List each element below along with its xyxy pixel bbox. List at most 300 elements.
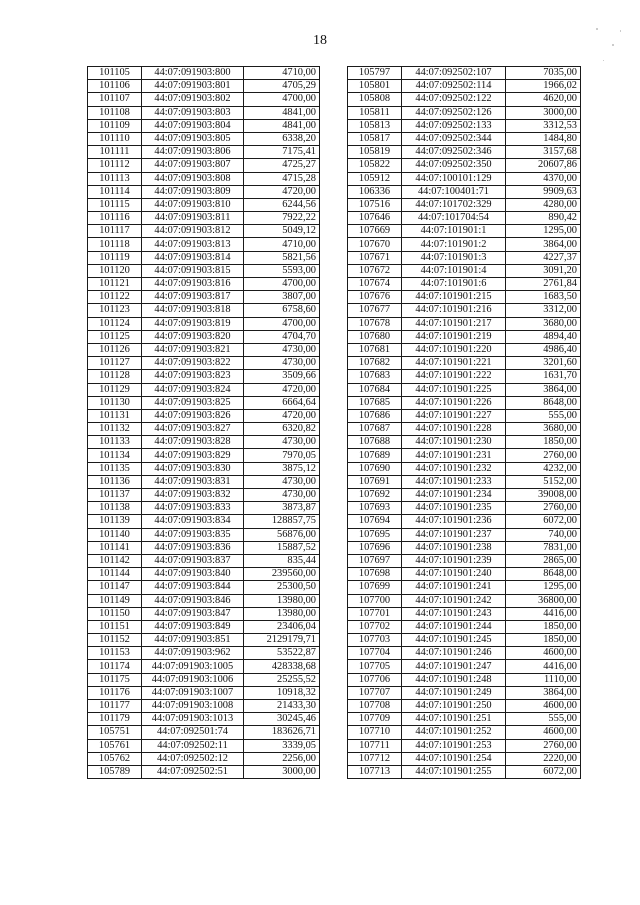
table-row [88,449,320,462]
cadastral-number-cell: 44:07:091903:814 [142,251,244,264]
table-row [348,502,581,515]
cadastral-value-cell: 4600,00 [506,726,581,739]
cadastral-value-cell: 6338,20 [244,132,320,145]
cadastral-value-cell: 21433,30 [244,700,320,713]
cadastral-number-cell: 44:07:092501:74 [142,726,244,739]
cadastral-number-cell: 44:07:091903:826 [142,409,244,422]
cadastral-number-cell: 44:07:101901:220 [402,343,506,356]
cadastral-value-cell: 3864,00 [506,686,581,699]
table-row [348,647,581,660]
record-number-cell: 101123 [88,304,142,317]
record-number-cell: 107699 [348,581,402,594]
record-number-cell: 101117 [88,225,142,238]
record-number-cell: 101133 [88,436,142,449]
cadastral-number-cell: 44:07:101901:230 [402,436,506,449]
table-row [348,528,581,541]
table-row [88,146,320,159]
cadastral-value-cell: 1295,00 [506,581,581,594]
table-row [88,594,320,607]
record-number-cell: 101176 [88,686,142,699]
table-row [88,383,320,396]
cadastral-number-cell: 44:07:101901:221 [402,357,506,370]
cadastral-value-cell: 4232,00 [506,462,581,475]
cadastral-value-cell: 4730,00 [244,475,320,488]
table-row [348,93,581,106]
table-row [348,67,581,80]
cadastral-number-cell: 44:07:092502:122 [402,93,506,106]
cadastral-value-cell: 128857,75 [244,515,320,528]
cadastral-number-cell: 44:07:101901:233 [402,475,506,488]
cadastral-number-cell: 44:07:091903:1006 [142,673,244,686]
cadastral-number-cell: 44:07:091903:1007 [142,686,244,699]
record-number-cell: 107700 [348,594,402,607]
record-number-cell: 107707 [348,686,402,699]
table-row [88,713,320,726]
cadastral-number-cell: 44:07:101901:219 [402,330,506,343]
cadastral-value-cell: 4986,40 [506,343,581,356]
table-row [88,502,320,515]
cadastral-value-cell: 1631,70 [506,370,581,383]
cadastral-value-cell: 2760,00 [506,449,581,462]
table-row [348,396,581,409]
cadastral-number-cell: 44:07:091903:808 [142,172,244,185]
cadastral-value-cell: 4710,00 [244,238,320,251]
table-row [88,80,320,93]
cadastral-number-cell: 44:07:101901:215 [402,291,506,304]
cadastral-number-cell: 44:07:101901:243 [402,607,506,620]
cadastral-value-cell: 4700,00 [244,93,320,106]
cadastral-value-cell: 1295,00 [506,225,581,238]
cadastral-number-cell: 44:07:101901:216 [402,304,506,317]
table-row [88,686,320,699]
table-row [348,291,581,304]
table-row [88,343,320,356]
table-row [88,185,320,198]
table-row [88,278,320,291]
cadastral-number-cell: 44:07:091903:833 [142,502,244,515]
cadastral-number-cell: 44:07:101901:2 [402,238,506,251]
table-row [348,370,581,383]
cadastral-value-cell: 3864,00 [506,383,581,396]
cadastral-number-cell: 44:07:101901:250 [402,700,506,713]
table-row [348,198,581,211]
record-number-cell: 101116 [88,212,142,225]
table-row [348,330,581,343]
record-number-cell: 107705 [348,660,402,673]
record-number-cell: 105797 [348,67,402,80]
cadastral-table-left [87,66,320,779]
cadastral-value-cell: 555,00 [506,713,581,726]
cadastral-number-cell: 44:07:101901:248 [402,673,506,686]
cadastral-value-cell: 7831,00 [506,541,581,554]
cadastral-value-cell: 4600,00 [506,647,581,660]
table-row [348,515,581,528]
cadastral-number-cell: 44:07:101901:253 [402,739,506,752]
cadastral-number-cell: 44:07:100101:129 [402,172,506,185]
cadastral-value-cell: 1484,80 [506,132,581,145]
table-row [348,80,581,93]
cadastral-number-cell: 44:07:101901:241 [402,581,506,594]
table-row [348,541,581,554]
cadastral-value-cell: 1850,00 [506,436,581,449]
record-number-cell: 107711 [348,739,402,752]
table-row [348,713,581,726]
cadastral-value-cell: 4720,00 [244,185,320,198]
cadastral-value-cell: 6758,60 [244,304,320,317]
scan-speck [620,30,621,32]
cadastral-number-cell: 44:07:091903:836 [142,541,244,554]
cadastral-number-cell: 44:07:092502:12 [142,752,244,765]
table-row [88,251,320,264]
cadastral-number-cell: 44:07:101901:244 [402,620,506,633]
record-number-cell: 107516 [348,198,402,211]
record-number-cell: 105912 [348,172,402,185]
record-number-cell: 107709 [348,713,402,726]
record-number-cell: 107691 [348,475,402,488]
cadastral-number-cell: 44:07:091903:820 [142,330,244,343]
record-number-cell: 107704 [348,647,402,660]
record-number-cell: 107698 [348,568,402,581]
cadastral-value-cell: 4720,00 [244,409,320,422]
cadastral-number-cell: 44:07:091903:813 [142,238,244,251]
cadastral-value-cell: 20607,86 [506,159,581,172]
cadastral-number-cell: 44:07:101901:3 [402,251,506,264]
cadastral-number-cell: 44:07:101901:1 [402,225,506,238]
record-number-cell: 107702 [348,620,402,633]
cadastral-value-cell: 25300,50 [244,581,320,594]
record-number-cell: 101118 [88,238,142,251]
record-number-cell: 107687 [348,423,402,436]
cadastral-number-cell: 44:07:091903:846 [142,594,244,607]
cadastral-value-cell: 4700,00 [244,278,320,291]
table-row [348,700,581,713]
cadastral-value-cell: 2760,00 [506,739,581,752]
cadastral-number-cell: 44:07:101901:4 [402,264,506,277]
record-number-cell: 107684 [348,383,402,396]
cadastral-value-cell: 4704,70 [244,330,320,343]
cadastral-number-cell: 44:07:100401:71 [402,185,506,198]
record-number-cell: 101105 [88,67,142,80]
table-row [88,568,320,581]
record-number-cell: 101126 [88,343,142,356]
cadastral-number-cell: 44:07:101901:240 [402,568,506,581]
table-row [88,370,320,383]
record-number-cell: 107712 [348,752,402,765]
cadastral-value-cell: 9909,63 [506,185,581,198]
cadastral-value-cell: 2256,00 [244,752,320,765]
record-number-cell: 101107 [88,93,142,106]
table-row [348,212,581,225]
table-row [348,159,581,172]
record-number-cell: 107697 [348,554,402,567]
table-row [88,436,320,449]
cadastral-value-cell: 3339,05 [244,739,320,752]
table-row [348,225,581,238]
table-row [348,383,581,396]
cadastral-value-cell: 3875,12 [244,462,320,475]
record-number-cell: 101137 [88,489,142,502]
cadastral-value-cell: 4710,00 [244,67,320,80]
record-number-cell: 101134 [88,449,142,462]
cadastral-value-cell: 6072,00 [506,515,581,528]
record-number-cell: 101175 [88,673,142,686]
cadastral-number-cell: 44:07:092502:114 [402,80,506,93]
table-row [88,198,320,211]
table-row [88,726,320,739]
record-number-cell: 101135 [88,462,142,475]
cadastral-number-cell: 44:07:092502:11 [142,739,244,752]
record-number-cell: 105761 [88,739,142,752]
cadastral-number-cell: 44:07:091903:818 [142,304,244,317]
record-number-cell: 107689 [348,449,402,462]
cadastral-number-cell: 44:07:101901:246 [402,647,506,660]
table-row [348,106,581,119]
record-number-cell: 106336 [348,185,402,198]
table-row [88,409,320,422]
cadastral-value-cell: 4620,00 [506,93,581,106]
table-row [88,475,320,488]
cadastral-value-cell: 4841,00 [244,119,320,132]
cadastral-number-cell: 44:07:091903:821 [142,343,244,356]
cadastral-number-cell: 44:07:091903:837 [142,554,244,567]
cadastral-number-cell: 44:07:091903:851 [142,634,244,647]
table-row [348,581,581,594]
record-number-cell: 101132 [88,423,142,436]
cadastral-number-cell: 44:07:091903:847 [142,607,244,620]
cadastral-number-cell: 44:07:101901:251 [402,713,506,726]
record-number-cell: 101149 [88,594,142,607]
record-number-cell: 107693 [348,502,402,515]
record-number-cell: 105819 [348,146,402,159]
cadastral-value-cell: 4227,37 [506,251,581,264]
table-row [348,568,581,581]
cadastral-value-cell: 6664,64 [244,396,320,409]
table-row [88,607,320,620]
cadastral-value-cell: 3312,53 [506,119,581,132]
table-row [348,264,581,277]
record-number-cell: 101153 [88,647,142,660]
table-row [88,132,320,145]
record-number-cell: 101121 [88,278,142,291]
record-number-cell: 107695 [348,528,402,541]
record-number-cell: 101177 [88,700,142,713]
table-row [348,739,581,752]
record-number-cell: 101140 [88,528,142,541]
cadastral-value-cell: 4720,00 [244,383,320,396]
cadastral-value-cell: 4730,00 [244,357,320,370]
table-row [348,594,581,607]
cadastral-value-cell: 3680,00 [506,423,581,436]
record-number-cell: 107713 [348,765,402,778]
record-number-cell: 101113 [88,172,142,185]
record-number-cell: 107703 [348,634,402,647]
cadastral-value-cell: 3000,00 [506,106,581,119]
table-row [348,489,581,502]
table-row [88,541,320,554]
cadastral-number-cell: 44:07:101901:242 [402,594,506,607]
cadastral-value-cell: 2760,00 [506,502,581,515]
record-number-cell: 101124 [88,317,142,330]
cadastral-value-cell: 4715,28 [244,172,320,185]
table-row [348,752,581,765]
record-number-cell: 105813 [348,119,402,132]
cadastral-number-cell: 44:07:101901:236 [402,515,506,528]
record-number-cell: 105817 [348,132,402,145]
cadastral-number-cell: 44:07:091903:819 [142,317,244,330]
cadastral-value-cell: 56876,00 [244,528,320,541]
cadastral-number-cell: 44:07:091903:816 [142,278,244,291]
record-number-cell: 101127 [88,357,142,370]
cadastral-number-cell: 44:07:091903:1013 [142,713,244,726]
record-number-cell: 107681 [348,343,402,356]
table-row [88,673,320,686]
record-number-cell: 107671 [348,251,402,264]
record-number-cell: 101111 [88,146,142,159]
cadastral-value-cell: 4894,40 [506,330,581,343]
cadastral-value-cell: 8648,00 [506,568,581,581]
table-row [88,554,320,567]
table-row [88,489,320,502]
cadastral-value-cell: 5049,12 [244,225,320,238]
table-row [88,264,320,277]
record-number-cell: 105822 [348,159,402,172]
cadastral-number-cell: 44:07:101901:232 [402,462,506,475]
cadastral-value-cell: 5821,56 [244,251,320,264]
record-number-cell: 101136 [88,475,142,488]
cadastral-number-cell: 44:07:101901:238 [402,541,506,554]
cadastral-value-cell: 15887,52 [244,541,320,554]
cadastral-number-cell: 44:07:092502:51 [142,765,244,778]
record-number-cell: 105751 [88,726,142,739]
cadastral-number-cell: 44:07:101901:222 [402,370,506,383]
table-row [88,634,320,647]
table-row [348,185,581,198]
cadastral-value-cell: 4730,00 [244,489,320,502]
cadastral-number-cell: 44:07:091903:827 [142,423,244,436]
table-row [348,436,581,449]
cadastral-number-cell: 44:07:101901:247 [402,660,506,673]
cadastral-value-cell: 13980,00 [244,594,320,607]
table-row [348,554,581,567]
table-row [348,660,581,673]
record-number-cell: 101114 [88,185,142,198]
table-row [348,686,581,699]
cadastral-value-cell: 1110,00 [506,673,581,686]
cadastral-value-cell: 36800,00 [506,594,581,607]
record-number-cell: 107706 [348,673,402,686]
record-number-cell: 107672 [348,264,402,277]
cadastral-value-cell: 3000,00 [244,765,320,778]
record-number-cell: 107708 [348,700,402,713]
record-number-cell: 107677 [348,304,402,317]
cadastral-value-cell: 2865,00 [506,554,581,567]
cadastral-number-cell: 44:07:091903:806 [142,146,244,159]
cadastral-value-cell: 1966,02 [506,80,581,93]
cadastral-number-cell: 44:07:092502:133 [402,119,506,132]
cadastral-value-cell: 4730,00 [244,343,320,356]
table-row [348,317,581,330]
cadastral-number-cell: 44:07:091903:823 [142,370,244,383]
table-row [348,726,581,739]
cadastral-value-cell: 4416,00 [506,660,581,673]
cadastral-number-cell: 44:07:101901:6 [402,278,506,291]
cadastral-number-cell: 44:07:091903:811 [142,212,244,225]
table-row [348,278,581,291]
cadastral-number-cell: 44:07:091903:834 [142,515,244,528]
record-number-cell: 107674 [348,278,402,291]
record-number-cell: 101110 [88,132,142,145]
record-number-cell: 101120 [88,264,142,277]
table-row [88,462,320,475]
cadastral-value-cell: 4600,00 [506,700,581,713]
cadastral-value-cell: 3312,00 [506,304,581,317]
table-row [88,291,320,304]
table-row [88,212,320,225]
record-number-cell: 107682 [348,357,402,370]
record-number-cell: 107692 [348,489,402,502]
cadastral-number-cell: 44:07:091903:800 [142,67,244,80]
table-row [88,238,320,251]
record-number-cell: 105762 [88,752,142,765]
cadastral-value-cell: 5593,00 [244,264,320,277]
record-number-cell: 101119 [88,251,142,264]
table-row [348,251,581,264]
cadastral-value-cell: 3873,87 [244,502,320,515]
cadastral-value-cell: 239560,00 [244,568,320,581]
cadastral-number-cell: 44:07:091903:817 [142,291,244,304]
cadastral-number-cell: 44:07:091903:824 [142,383,244,396]
record-number-cell: 101150 [88,607,142,620]
scan-speck [596,28,598,30]
record-number-cell: 105801 [348,80,402,93]
cadastral-value-cell: 183626,71 [244,726,320,739]
table-row [88,304,320,317]
cadastral-number-cell: 44:07:101901:237 [402,528,506,541]
record-number-cell: 101128 [88,370,142,383]
cadastral-number-cell: 44:07:101901:226 [402,396,506,409]
cadastral-number-cell: 44:07:091903:807 [142,159,244,172]
cadastral-value-cell: 2129179,71 [244,634,320,647]
cadastral-number-cell: 44:07:091903:830 [142,462,244,475]
cadastral-value-cell: 3864,00 [506,238,581,251]
record-number-cell: 107710 [348,726,402,739]
record-number-cell: 107701 [348,607,402,620]
record-number-cell: 101129 [88,383,142,396]
record-number-cell: 101115 [88,198,142,211]
cadastral-value-cell: 25255,52 [244,673,320,686]
record-number-cell: 107670 [348,238,402,251]
cadastral-number-cell: 44:07:101901:249 [402,686,506,699]
table-row [348,357,581,370]
cadastral-number-cell: 44:07:101901:231 [402,449,506,462]
table-row [348,634,581,647]
cadastral-value-cell: 4730,00 [244,436,320,449]
table-row [88,423,320,436]
cadastral-value-cell: 3680,00 [506,317,581,330]
cadastral-number-cell: 44:07:091903:849 [142,620,244,633]
cadastral-number-cell: 44:07:091903:802 [142,93,244,106]
record-number-cell: 101130 [88,396,142,409]
cadastral-number-cell: 44:07:101901:227 [402,409,506,422]
record-number-cell: 101151 [88,620,142,633]
cadastral-number-cell: 44:07:091903:840 [142,568,244,581]
cadastral-value-cell: 7970,05 [244,449,320,462]
cadastral-value-cell: 740,00 [506,528,581,541]
cadastral-number-cell: 44:07:101901:245 [402,634,506,647]
cadastral-value-cell: 10918,32 [244,686,320,699]
scan-speck [612,44,614,46]
cadastral-number-cell: 44:07:091903:822 [142,357,244,370]
